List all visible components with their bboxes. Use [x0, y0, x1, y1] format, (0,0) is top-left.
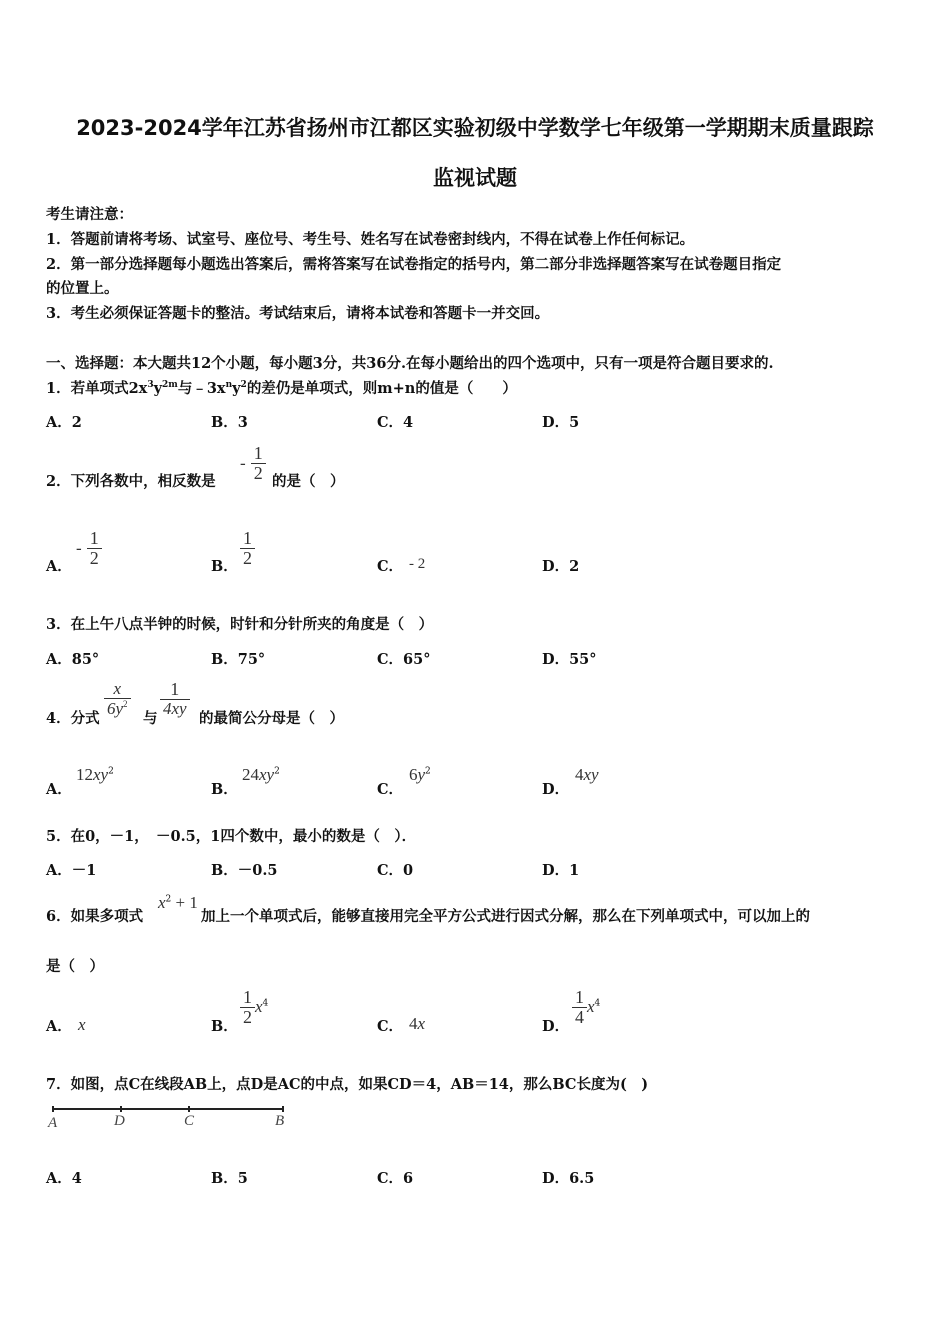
q2-option-c-value: - 2 — [409, 556, 426, 572]
q1-option-b[interactable]: B．3 — [211, 414, 248, 431]
q7-option-d[interactable]: D．6.5 — [542, 1170, 595, 1187]
q6-polynomial: $x^2 + 1$ — [158, 893, 198, 912]
question-5: 5．在0，－1， －0.5，1四个数中，最小的数是（ ）． — [46, 828, 417, 845]
question-7: 7．如图，点C在线段AB上，点D是AC的中点，如果CD＝4，AB＝14，那么BC长度为( ) — [46, 1076, 649, 1093]
q2-option-b-value: $\frac{1}{2}$ — [240, 529, 255, 568]
tick-b — [282, 1106, 284, 1112]
q7-line-diagram — [46, 1102, 292, 1136]
q1-term2: $3x^ny^2$ — [206, 380, 247, 397]
q4-option-c-label[interactable]: C． — [377, 781, 404, 798]
q5-option-a[interactable]: A．－1 — [46, 862, 97, 879]
q1-text-pre: 1．若单项式 — [46, 380, 129, 397]
q1-option-a[interactable]: A．2 — [46, 414, 82, 431]
q3-option-c[interactable]: C．65° — [377, 651, 431, 668]
q4-option-d-value: 4xy — [575, 765, 599, 784]
q6-option-a-label[interactable]: A． — [46, 1018, 72, 1035]
q2-text-pre: 2．下列各数中，相反数是 — [46, 473, 216, 490]
q7-option-c[interactable]: C．6 — [377, 1170, 414, 1187]
notice-heading: 考生请注意： — [46, 206, 133, 223]
q6-text-pre: 6．如果多项式 — [46, 908, 144, 925]
tick-a — [52, 1106, 54, 1112]
page-title: 2023-2024学年江苏省扬州市江都区实验初级中学数学七年级第一学期期末质量跟踪 — [76, 116, 874, 140]
q1-option-d[interactable]: D．5 — [542, 414, 580, 431]
q6-option-b-value: $\frac{1}{2}$ $x^4$ — [240, 988, 268, 1027]
point-label-c: C — [184, 1113, 195, 1129]
point-label-d: D — [114, 1113, 125, 1129]
q3-option-d[interactable]: D．55° — [542, 651, 597, 668]
q4-text-pre: 4．分式 — [46, 710, 100, 727]
q7-option-a[interactable]: A．4 — [46, 1170, 82, 1187]
q2-option-c-label[interactable]: C． — [377, 558, 404, 575]
point-label-b: B — [275, 1113, 285, 1129]
q2-text-post: 的是（ ） — [272, 473, 345, 490]
notice-item-1: 1．答题前请将考场、试室号、座位号、考生号、姓名写在试卷密封线内，不得在试卷上作任何标记。 — [46, 231, 695, 248]
q4-option-a-label[interactable]: A． — [46, 781, 72, 798]
question-3: 3．在上午八点半钟的时候，时针和分针所夹的角度是（ ） — [46, 616, 434, 633]
segment-ab — [52, 1108, 284, 1110]
q6-option-b-label[interactable]: B． — [211, 1018, 238, 1035]
q4-option-b-label[interactable]: B． — [211, 781, 238, 798]
q4-option-a-value: $12xy^2$ — [76, 765, 114, 784]
q4-fraction-1: $\frac{x}{6y^2}$ — [104, 680, 131, 718]
q4-fraction-2: $\frac{1}{4xy}$ — [160, 680, 190, 718]
q4-text-post: 的最简公分母是（ ） — [199, 710, 344, 727]
point-label-a: A — [48, 1115, 58, 1131]
page-title-line2: 监视试题 — [433, 166, 517, 190]
q2-fraction: - $\frac{1}{2}$ — [240, 444, 266, 483]
q7-option-b[interactable]: B．5 — [211, 1170, 248, 1187]
section-heading: 一、选择题：本大题共12个小题，每小题3分，共36分.在每小题给出的四个选项中，只有一项是符合题目要求的. — [46, 355, 774, 372]
q1-text-mid: 与﹣ — [177, 380, 207, 397]
q1-option-c[interactable]: C．4 — [377, 414, 414, 431]
q6-option-c-value: 4x — [409, 1014, 426, 1033]
q6-option-c-label[interactable]: C． — [377, 1018, 404, 1035]
notice-item-2: 2．第一部分选择题每小题选出答案后，需将答案写在试卷指定的括号内，第二部分非选择题答案写在试卷题目指定 — [46, 256, 782, 273]
q3-option-b[interactable]: B．75° — [211, 651, 266, 668]
q4-option-d-label[interactable]: D． — [542, 781, 570, 798]
q1-text-post: 的差仍是单项式，则m+n的值是（ ） — [246, 380, 517, 397]
q2-option-a-value: - $\frac{1}{2}$ — [76, 529, 102, 568]
notice-item-2-cont: 的位置上。 — [46, 280, 119, 297]
q6-option-d-value: $\frac{1}{4}$ $x^4$ — [572, 988, 600, 1027]
q4-text-mid: 与 — [143, 710, 158, 727]
q3-option-a[interactable]: A．85° — [46, 651, 100, 668]
q6-text-post: 加上一个单项式后，能够直接用完全平方公式进行因式分解，那么在下列单项式中，可以加上的 — [201, 908, 810, 925]
q2-option-d[interactable]: D．2 — [542, 558, 580, 575]
q6-option-d-label[interactable]: D． — [542, 1018, 570, 1035]
q5-option-b[interactable]: B．－0.5 — [211, 862, 278, 879]
q6-text-line2: 是（ ） — [46, 958, 104, 975]
q2-option-b-label[interactable]: B． — [211, 558, 238, 575]
tick-c — [188, 1106, 190, 1112]
q5-option-d[interactable]: D．1 — [542, 862, 580, 879]
q1-term1: $2x^3y^{2m}$ — [128, 380, 178, 397]
q4-option-c-value: $6y^2$ — [409, 765, 431, 784]
q5-option-c[interactable]: C．0 — [377, 862, 414, 879]
question-1 — [46, 377, 517, 398]
q4-option-b-value: $24xy^2$ — [242, 765, 280, 784]
q2-option-a-label[interactable]: A． — [46, 558, 72, 575]
notice-item-3: 3．考生必须保证答题卡的整洁。考试结束后，请将本试卷和答题卡一并交回。 — [46, 305, 550, 322]
tick-d — [120, 1106, 122, 1112]
q6-option-a-value: x — [78, 1015, 86, 1034]
